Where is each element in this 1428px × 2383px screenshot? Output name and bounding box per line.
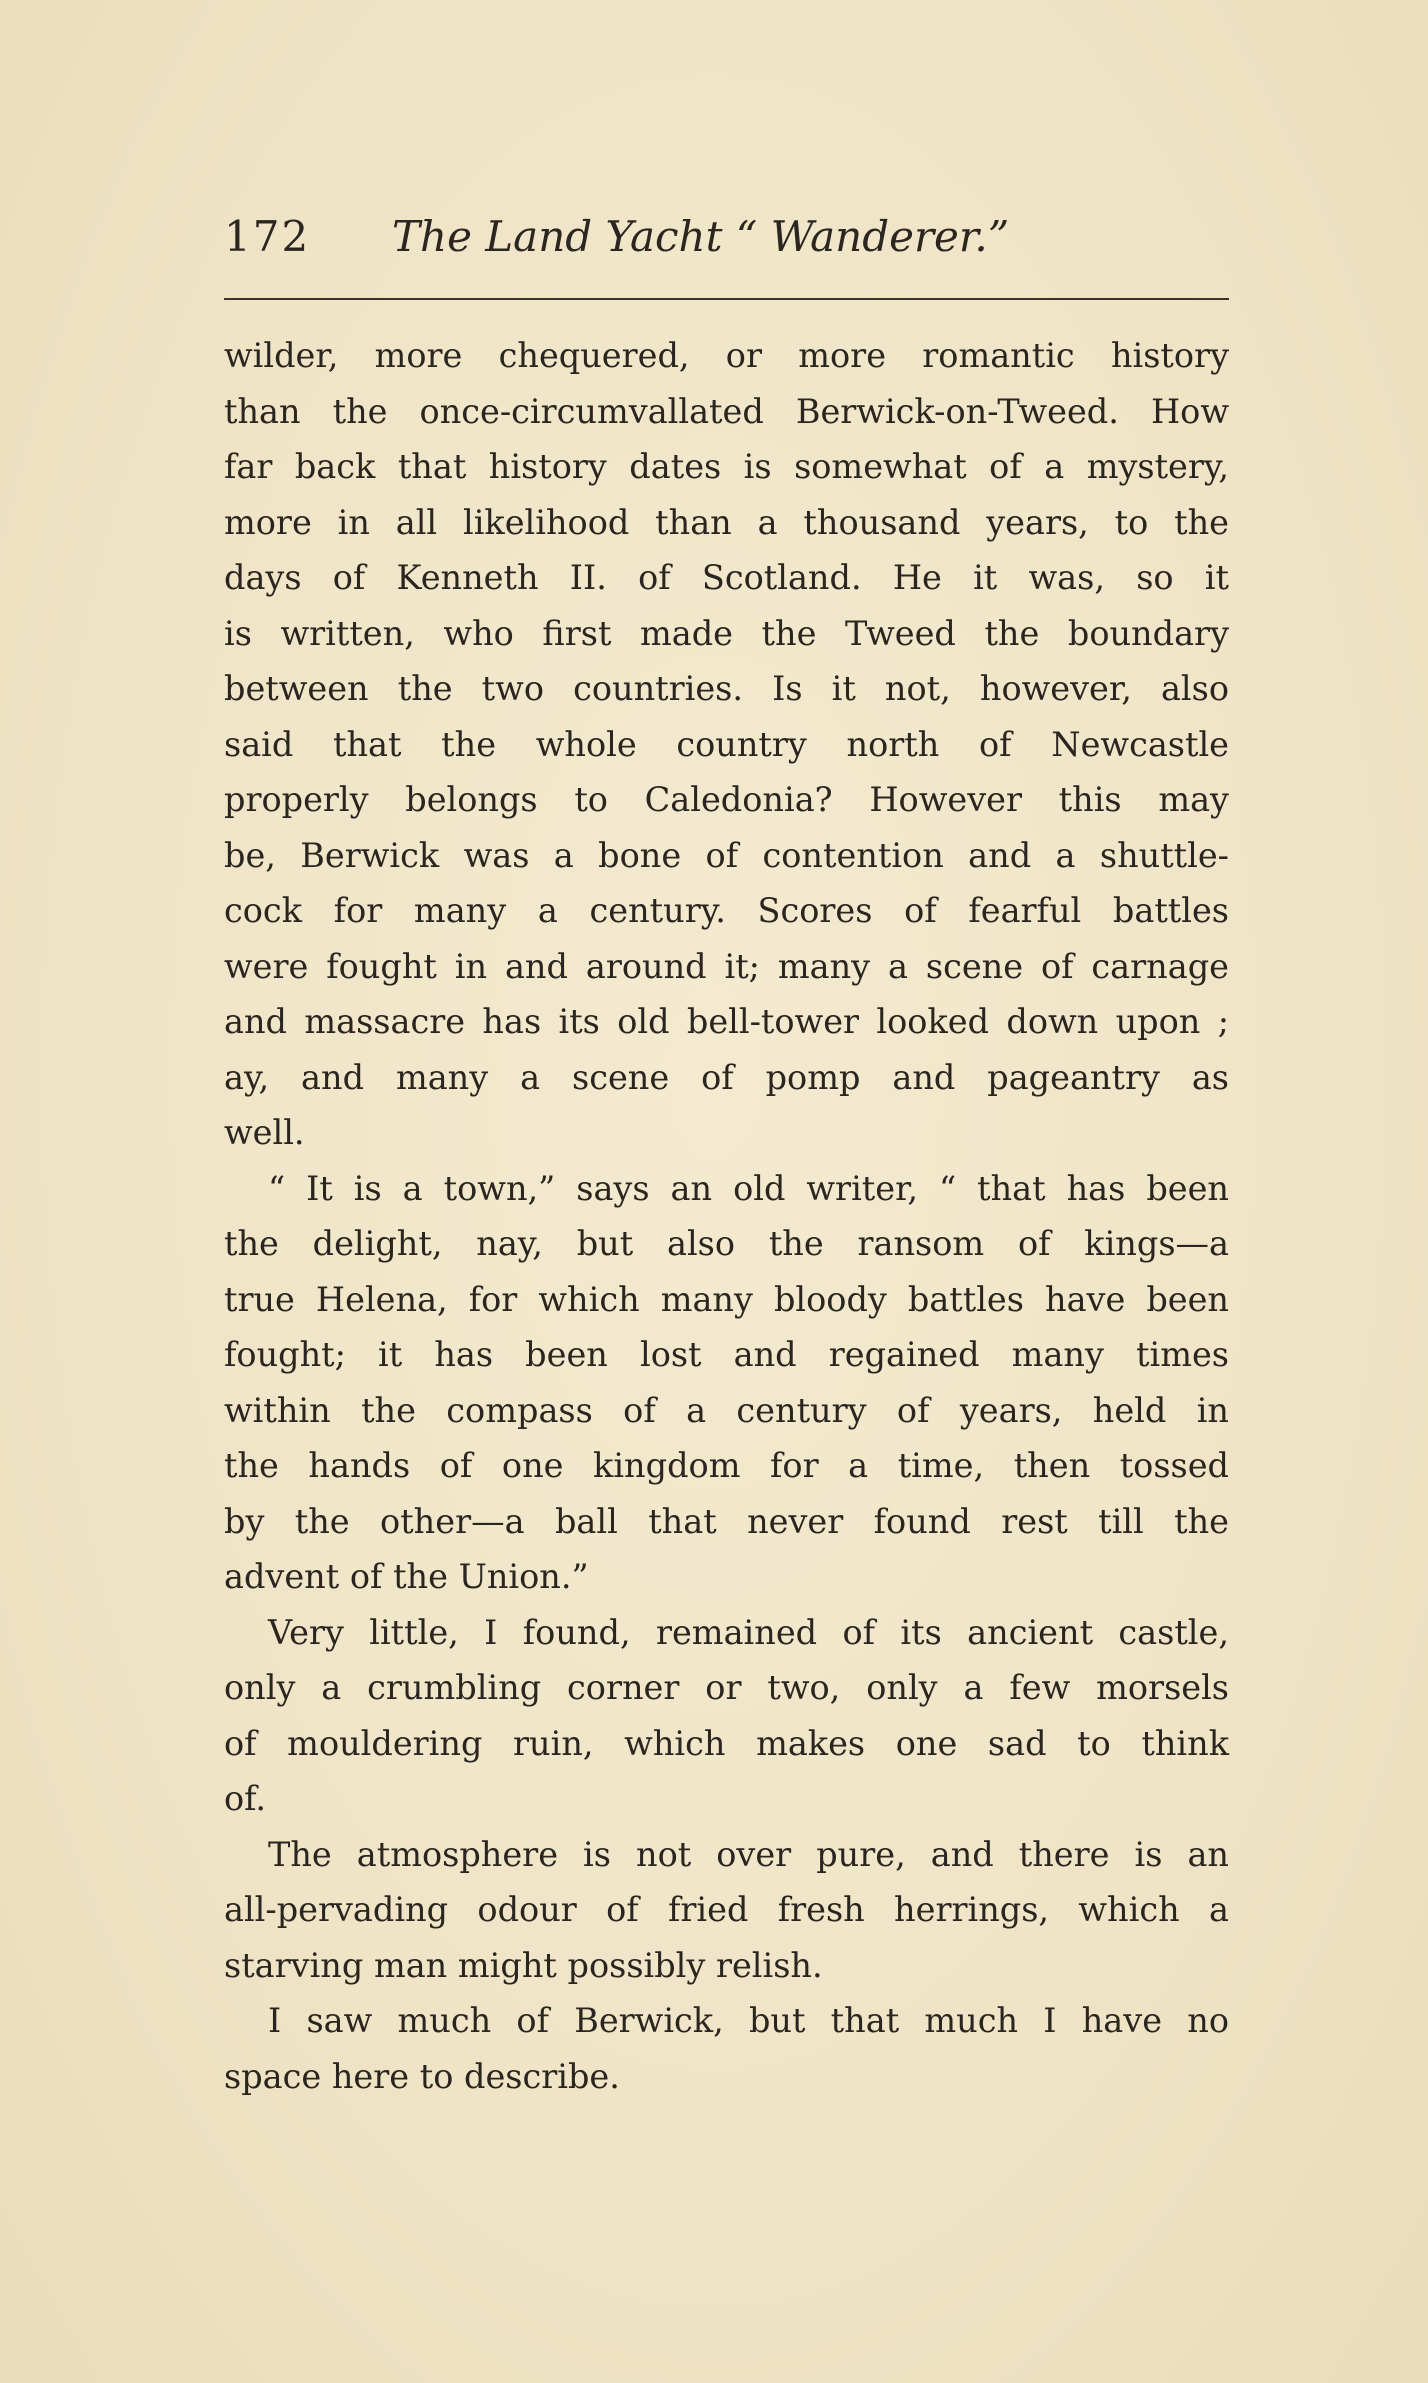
text-line: than the once-circumvallated Berwick-on-Tweed. How [224,391,1229,431]
text-line: Very little, I found, remained of its ancient castle, [268,1612,1229,1652]
text-line: properly belongs to Caledonia? However this may [224,780,1229,819]
text-line: wilder, more chequered, or more romantic history [224,336,1229,375]
text-line: well. [224,1113,305,1152]
text-line: of. [224,1779,267,1818]
text-line: more in all likelihood than a thousand years, to the [224,502,1229,542]
text-line: only a crumbling corner or two, only a few morsels [224,1668,1229,1707]
text-line: all-pervading odour of fried fresh herrings, which a [224,1890,1229,1929]
text-line: space here to describe. [224,2056,620,2096]
paragraph-5 [224,1993,1229,2104]
paragraph-3 [224,1605,1229,1827]
text-line: days of Kenneth II. of Scotland. He it was, so it [224,558,1229,597]
text-line: far back that history dates is somewhat of a mystery, [224,447,1229,486]
text-line: true Helena, for which many bloody battles have been [224,1279,1229,1319]
running-title: The Land Yacht “ Wanderer.” [392,212,1010,261]
text-line: the delight, nay, but also the ransom of kings—a [224,1224,1229,1263]
text-line: fought; it has been lost and regained many times [224,1335,1229,1374]
text-line: The atmosphere is not over pure, and there is an [268,1834,1229,1874]
text-line: starving man might possibly relish. [224,1945,823,1985]
paragraph-4 [224,1827,1229,1994]
text-line: and massacre has its old bell-tower looked down upon ; [224,1002,1229,1041]
text-line: is written, who first made the Tweed the boundary [224,613,1229,653]
text-line: the hands of one kingdom for a time, then tossed [224,1446,1229,1485]
header-rule [224,298,1229,300]
text-line: within the compass of a century of years, held in [224,1390,1229,1430]
text-line: said that the whole country north of Newcastle [224,724,1229,764]
text-line: “ It is a town,” says an old writer, “ that has been [268,1168,1229,1208]
page-header [224,212,1229,272]
text-line: of mouldering ruin, which makes one sad to think [224,1723,1229,1763]
text-line: by the other—a ball that never found rest till the [224,1501,1229,1541]
text-line: advent of the Union.” [224,1557,589,1596]
page-number: 172 [224,212,311,261]
text-line: were fought in and around it; many a scene of carnage [224,946,1229,986]
text-line: I saw much of Berwick, but that much I have no [268,2001,1229,2040]
text-line: ay, and many a scene of pomp and pageantry as [224,1057,1229,1097]
text-line: cock for many a century. Scores of fearful battles [224,891,1229,930]
text-line: be, Berwick was a bone of contention and a shuttle- [224,835,1229,875]
body-text [224,328,1229,2104]
paragraph-1 [224,328,1229,1161]
text-line: between the two countries. Is it not, however, also [224,669,1229,708]
paragraph-2 [224,1161,1229,1605]
